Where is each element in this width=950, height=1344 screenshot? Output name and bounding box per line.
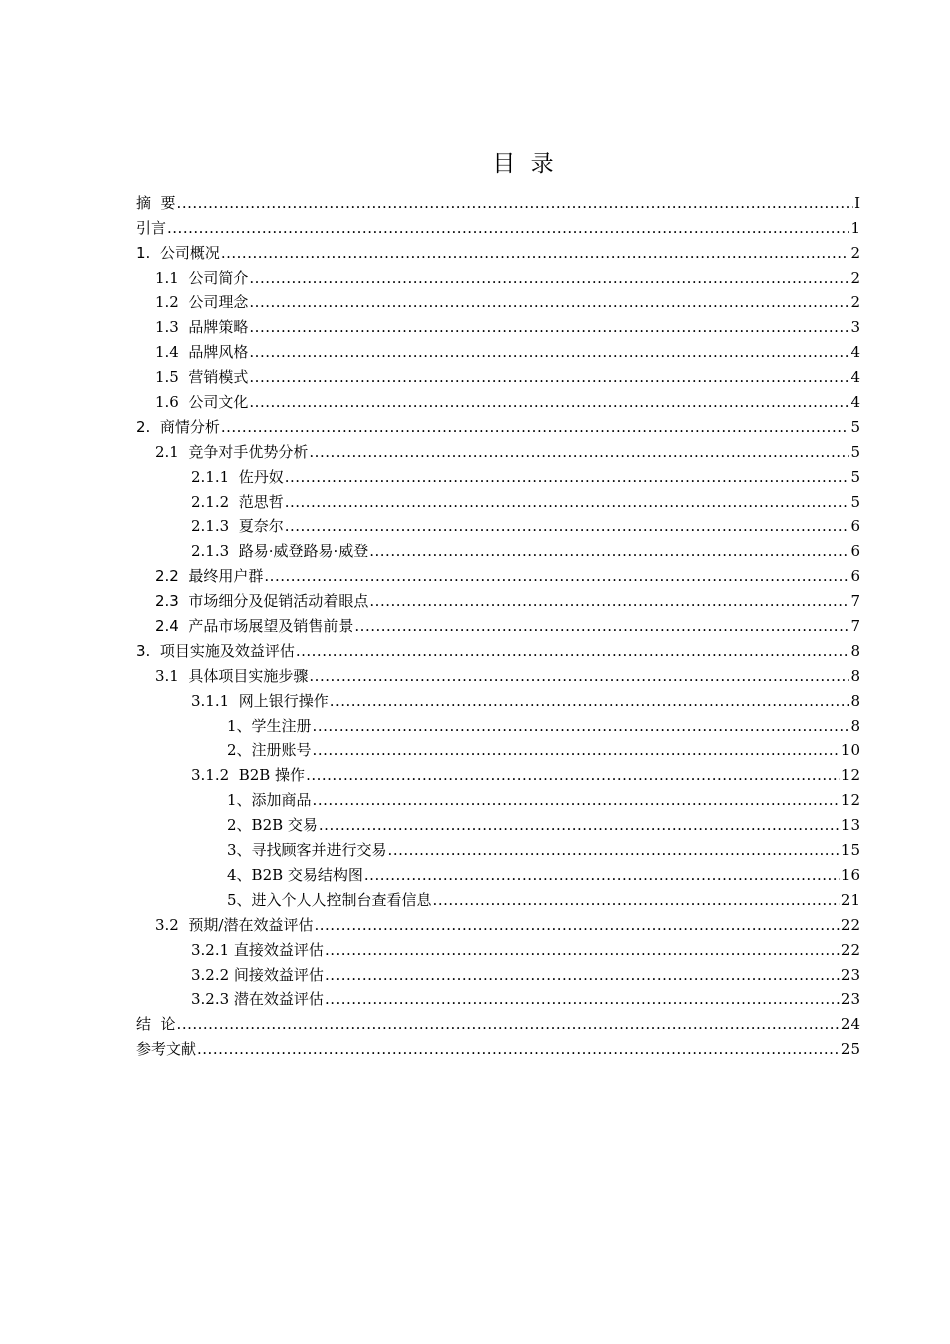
toc-entry[interactable] xyxy=(136,512,860,537)
toc-entry-label: 2.1 竞争对手优势分析 xyxy=(155,442,309,461)
toc-dot-leader xyxy=(177,1014,840,1034)
toc-entry[interactable] xyxy=(136,835,860,860)
toc-entry[interactable] xyxy=(136,960,860,985)
toc-entry-label: 1.3 品牌策略 xyxy=(155,318,249,337)
toc-entry[interactable] xyxy=(136,711,860,736)
toc-entry-page-number: 8 xyxy=(850,691,860,710)
toc-entry[interactable] xyxy=(136,760,860,785)
toc-entry-label: 2. 商情分析 xyxy=(136,417,220,436)
toc-entry-page-number: I xyxy=(854,193,860,212)
toc-entry[interactable] xyxy=(136,661,860,686)
toc-dot-leader xyxy=(364,865,840,885)
toc-entry-page-number: 8 xyxy=(850,666,860,685)
toc-entry[interactable] xyxy=(136,586,860,611)
toc-entry[interactable] xyxy=(136,412,860,437)
toc-entry-label: 1.4 品牌风格 xyxy=(155,343,249,362)
toc-entry-page-number: 15 xyxy=(840,841,860,860)
toc-entry-label: 摘 要 xyxy=(136,193,176,212)
toc-entry-label: 2、注册账号 xyxy=(227,741,312,760)
toc-dot-leader xyxy=(325,965,840,985)
toc-dot-leader xyxy=(369,591,849,611)
toc-entry-page-number: 16 xyxy=(840,865,860,884)
toc-entry-label: 3.2.3 潜在效益评估 xyxy=(191,990,324,1009)
toc-entry-label: 2、B2B 交易 xyxy=(227,816,318,835)
toc-entry[interactable] xyxy=(136,810,860,835)
toc-entry-page-number: 1 xyxy=(850,218,860,237)
toc-entry[interactable] xyxy=(136,337,860,362)
toc-entry-page-number: 2 xyxy=(850,243,860,262)
toc-entry-page-number: 7 xyxy=(850,617,860,636)
toc-dot-leader xyxy=(177,193,854,213)
toc-entry-page-number: 4 xyxy=(850,393,860,412)
toc-dot-leader xyxy=(249,392,849,412)
toc-entry[interactable] xyxy=(136,985,860,1010)
toc-dot-leader xyxy=(249,342,849,362)
toc-entry[interactable] xyxy=(136,561,860,586)
toc-entry-page-number: 22 xyxy=(840,940,860,959)
toc-entry[interactable] xyxy=(136,437,860,462)
toc-entry-label: 参考文献 xyxy=(136,1040,197,1059)
toc-dot-leader xyxy=(285,516,850,536)
toc-entry[interactable] xyxy=(136,387,860,412)
toc-dot-leader xyxy=(249,268,849,288)
toc-entry-label: 1.2 公司理念 xyxy=(155,293,249,312)
toc-entry-label: 1.1 公司简介 xyxy=(155,268,249,287)
toc-dot-leader xyxy=(313,716,850,736)
toc-dot-leader xyxy=(249,367,849,387)
toc-entry-label: 2.1.2 范思哲 xyxy=(191,492,284,511)
toc-entry-label: 2.4 产品市场展望及销售前景 xyxy=(155,617,354,636)
toc-entry-page-number: 6 xyxy=(850,567,860,586)
toc-entry-label: 1、学生注册 xyxy=(227,716,312,735)
toc-entry[interactable] xyxy=(136,238,860,263)
toc-dot-leader xyxy=(167,218,849,238)
toc-dot-leader xyxy=(197,1039,840,1059)
toc-entry-page-number: 25 xyxy=(840,1040,860,1059)
toc-dot-leader xyxy=(285,492,850,512)
toc-entry[interactable] xyxy=(136,785,860,810)
toc-entry-label: 引言 xyxy=(136,218,167,237)
toc-entry-label: 3.1 具体项目实施步骤 xyxy=(155,666,309,685)
toc-entry-label: 1.6 公司文化 xyxy=(155,393,249,412)
toc-dot-leader xyxy=(306,765,840,785)
toc-dot-leader xyxy=(249,317,849,337)
toc-entry-label: 2.1.3 夏奈尔 xyxy=(191,517,284,536)
toc-entry-label: 3. 项目实施及效益评估 xyxy=(136,641,295,660)
toc-entry-label: 2.1.1 佐丹奴 xyxy=(191,467,284,486)
toc-entry-page-number: 2 xyxy=(850,268,860,287)
toc-dot-leader xyxy=(369,541,849,561)
toc-entry-page-number: 21 xyxy=(840,890,860,909)
toc-entry-page-number: 22 xyxy=(840,915,860,934)
toc-dot-leader xyxy=(221,243,850,263)
toc-dot-leader xyxy=(313,790,840,810)
toc-entry-label: 3.1.1 网上银行操作 xyxy=(191,691,329,710)
toc-entry[interactable] xyxy=(136,636,860,661)
toc-entry-page-number: 13 xyxy=(840,816,860,835)
toc-entry[interactable] xyxy=(136,1009,860,1034)
toc-entry-page-number: 5 xyxy=(850,467,860,486)
toc-entry[interactable] xyxy=(136,910,860,935)
toc-entry-page-number: 23 xyxy=(840,965,860,984)
toc-entry[interactable] xyxy=(136,263,860,288)
toc-dot-leader xyxy=(314,915,839,935)
toc-entry-page-number: 10 xyxy=(840,741,860,760)
toc-dot-leader xyxy=(433,890,840,910)
toc-entry[interactable] xyxy=(136,1034,860,1059)
toc-dot-leader xyxy=(325,940,840,960)
toc-dot-leader xyxy=(309,666,849,686)
toc-entry-page-number: 5 xyxy=(850,417,860,436)
toc-dot-leader xyxy=(319,815,840,835)
toc-dot-leader xyxy=(296,641,850,661)
toc-entry[interactable] xyxy=(136,487,860,512)
toc-entry-label: 结 论 xyxy=(136,1015,176,1034)
toc-entry-label: 3.2.1 直接效益评估 xyxy=(191,940,324,959)
toc-entry-page-number: 12 xyxy=(840,791,860,810)
toc-entry-page-number: 12 xyxy=(840,766,860,785)
toc-entry-label: 3.2.2 间接效益评估 xyxy=(191,965,324,984)
toc-dot-leader xyxy=(388,840,840,860)
toc-dot-leader xyxy=(249,292,849,312)
toc-entry[interactable] xyxy=(136,536,860,561)
toc-dot-leader xyxy=(325,989,840,1009)
toc-dot-leader xyxy=(264,566,849,586)
toc-entry-page-number: 5 xyxy=(850,492,860,511)
toc-entry-label: 3、寻找顾客并进行交易 xyxy=(227,841,387,860)
toc-entry-label: 1. 公司概况 xyxy=(136,243,220,262)
toc-entry-page-number: 8 xyxy=(850,716,860,735)
toc-entry-page-number: 6 xyxy=(850,517,860,536)
toc-entry[interactable] xyxy=(136,686,860,711)
toc-list xyxy=(136,188,860,1059)
toc-title: 目 录 xyxy=(492,151,558,177)
toc-entry[interactable] xyxy=(136,611,860,636)
toc-entry-label: 5、进入个人人控制台查看信息 xyxy=(227,890,432,909)
toc-entry[interactable] xyxy=(136,935,860,960)
toc-entry-page-number: 2 xyxy=(850,293,860,312)
toc-entry-label: 3.2 预期/潜在效益评估 xyxy=(155,915,314,934)
toc-entry-label: 4、B2B 交易结构图 xyxy=(227,865,363,884)
toc-entry[interactable] xyxy=(136,213,860,238)
toc-entry-page-number: 24 xyxy=(840,1015,860,1034)
toc-dot-leader xyxy=(309,442,849,462)
toc-entry[interactable] xyxy=(136,288,860,313)
toc-entry[interactable] xyxy=(136,188,860,213)
toc-entry-label: 3.1.2 B2B 操作 xyxy=(191,766,306,785)
toc-dot-leader xyxy=(330,691,850,711)
toc-entry[interactable] xyxy=(136,312,860,337)
toc-entry-page-number: 4 xyxy=(850,343,860,362)
toc-dot-leader xyxy=(313,740,840,760)
toc-entry-label: 2.2 最终用户群 xyxy=(155,567,264,586)
toc-dot-leader xyxy=(354,616,849,636)
toc-entry-page-number: 23 xyxy=(840,990,860,1009)
toc-entry-label: 2.3 市场细分及促销活动着眼点 xyxy=(155,592,369,611)
toc-entry[interactable] xyxy=(136,860,860,885)
toc-entry-page-number: 3 xyxy=(850,318,860,337)
toc-entry-label: 1.5 营销模式 xyxy=(155,368,249,387)
toc-dot-leader xyxy=(285,467,850,487)
toc-entry-page-number: 6 xyxy=(850,542,860,561)
toc-entry-label: 1、添加商品 xyxy=(227,791,312,810)
toc-entry-page-number: 7 xyxy=(850,592,860,611)
toc-dot-leader xyxy=(221,417,850,437)
toc-entry[interactable] xyxy=(136,736,860,761)
toc-entry[interactable] xyxy=(136,362,860,387)
toc-entry[interactable] xyxy=(136,885,860,910)
toc-entry[interactable] xyxy=(136,462,860,487)
toc-entry-page-number: 5 xyxy=(850,442,860,461)
toc-entry-page-number: 8 xyxy=(850,641,860,660)
toc-entry-page-number: 4 xyxy=(850,368,860,387)
toc-entry-label: 2.1.3 路易·威登路易·威登 xyxy=(191,542,369,561)
